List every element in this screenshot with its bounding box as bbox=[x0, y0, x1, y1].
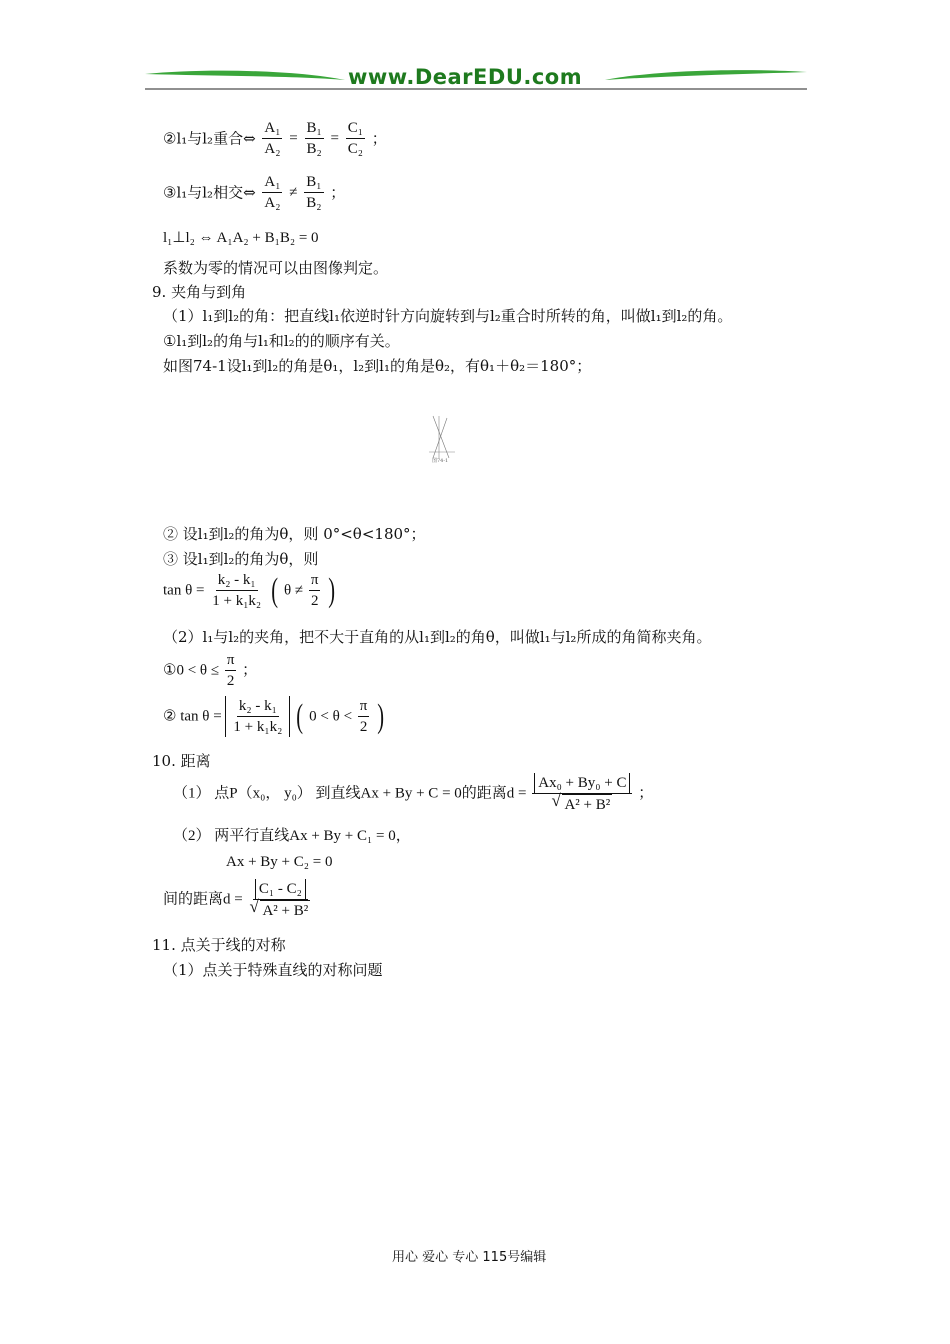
frac-den: √ A² + B² bbox=[260, 900, 310, 921]
tan-lhs: ② tan θ = bbox=[163, 708, 222, 725]
frac-den: √ A² + B² bbox=[562, 794, 612, 815]
semicolon: ； bbox=[242, 662, 258, 679]
frac-num: C₁ bbox=[346, 118, 365, 139]
parallel-lines-line2: Ax + By + C₂ = 0 bbox=[226, 854, 333, 870]
semicolon: ； bbox=[371, 129, 387, 148]
included-angle-range bbox=[163, 650, 257, 691]
coincide-label: ②l₁与l₂重合⇔ bbox=[163, 129, 256, 148]
frac-den: 1 + k₁k₂ bbox=[233, 719, 283, 735]
coincide-condition bbox=[163, 118, 387, 159]
frac-den: B₂ bbox=[306, 141, 322, 157]
frac-den: 2 bbox=[310, 593, 319, 609]
frac-den: 1 + k₁k₂ bbox=[212, 593, 262, 609]
frac-den: A₂ bbox=[264, 141, 281, 157]
page-footer: 用心 爱心 专心 115号编辑 bbox=[392, 1250, 547, 1265]
equals-sign: = bbox=[330, 130, 339, 147]
semicolon: ； bbox=[638, 785, 654, 802]
section-10-title: 10. 距离 bbox=[152, 752, 211, 770]
order-note: ①l₁到l₂的角与l₁和l₂的的顺序有关。 bbox=[163, 332, 400, 350]
equals-sign: = bbox=[289, 130, 298, 147]
section-9-title: 9. 夹角与到角 bbox=[152, 283, 247, 301]
included-angle-definition: （2）l₁与l₂的夹角，把不大于直角的从l₁到l₂的角θ，叫做l₁与l₂所成的角简称夹角。 bbox=[163, 628, 712, 646]
frac-den: B₂ bbox=[306, 195, 322, 211]
tan-formula-intro: ③ 设l₁到l₂的角为θ，则 bbox=[163, 550, 319, 568]
left-paren: ( bbox=[296, 697, 304, 735]
right-paren: ) bbox=[328, 571, 336, 609]
frac-num: k₂ - k₁ bbox=[237, 696, 279, 717]
tan-included-angle-formula bbox=[163, 696, 386, 737]
section-11-title: 11. 点关于线的对称 bbox=[152, 936, 286, 954]
frac-den: 2 bbox=[359, 719, 368, 735]
intersect-condition bbox=[163, 172, 345, 213]
frac-num: Ax₀ + By₀ + C bbox=[534, 773, 630, 793]
perpendicular-condition: l₁⊥l₂ ⇔ A₁A₂ + B₁B₂ = 0 bbox=[163, 230, 319, 246]
special-line-symmetry: （1）点关于特殊直线的对称问题 bbox=[163, 961, 383, 979]
header-banner bbox=[145, 62, 807, 94]
point-distance-lhs: （1） 点P（x₀， y₀） 到直线Ax + By + C = 0的距离d = bbox=[173, 785, 527, 802]
theta-range: 0 < θ < bbox=[309, 708, 353, 725]
frac-num: π bbox=[309, 570, 321, 591]
parallel-distance bbox=[163, 878, 314, 921]
header-url[interactable]: www.DearEDU.com bbox=[348, 65, 583, 89]
left-paren: ( bbox=[271, 571, 278, 609]
frac-den: C₂ bbox=[347, 141, 364, 157]
range-lhs: ①0 < θ ≤ bbox=[163, 662, 220, 679]
point-line-distance bbox=[173, 772, 653, 815]
semicolon: ； bbox=[330, 183, 346, 202]
zero-coefficient-note: 系数为零的情况可以由图像判定。 bbox=[163, 259, 389, 277]
not-equal-sign: ≠ bbox=[289, 184, 298, 201]
frac-num: π bbox=[358, 696, 370, 717]
frac-num: B₁ bbox=[304, 172, 323, 193]
tan-to-angle-formula bbox=[163, 570, 338, 611]
angle-range-note: ② 设l₁到l₂的角为θ，则 0°<θ<180°； bbox=[163, 525, 426, 543]
parallel-lines-line1: （2） 两平行直线Ax + By + C₁ = 0， bbox=[173, 828, 411, 844]
figure-74-1 bbox=[425, 412, 457, 468]
frac-num: π bbox=[225, 650, 237, 671]
frac-num: A₁ bbox=[262, 118, 282, 139]
figure-note: 如图74-1设l₁到l₂的角是θ₁，l₂到l₁的角是θ₂，有θ₁＋θ₂＝180°； bbox=[163, 357, 592, 375]
intersect-label: ③l₁与l₂相交⇔ bbox=[163, 183, 256, 202]
parallel-distance-lhs: 间的距离d = bbox=[163, 891, 243, 908]
tan-lhs: tan θ = bbox=[163, 582, 205, 599]
frac-num: C₁ - C₂ bbox=[255, 879, 306, 899]
frac-num: k₂ - k₁ bbox=[216, 570, 258, 591]
right-paren: ) bbox=[377, 697, 385, 735]
frac-den: 2 bbox=[226, 673, 235, 689]
frac-num: B₁ bbox=[305, 118, 324, 139]
frac-den: A₂ bbox=[264, 195, 281, 211]
figure-caption: 图74-1 bbox=[432, 458, 449, 464]
to-angle-definition: （1）l₁到l₂的角：把直线l₁依逆时针方向旋转到与l₂重合时所转的角，叫做l₁到l₂的角。 bbox=[163, 307, 733, 325]
frac-num: A₁ bbox=[262, 172, 282, 193]
theta-neq: θ ≠ bbox=[283, 582, 304, 599]
